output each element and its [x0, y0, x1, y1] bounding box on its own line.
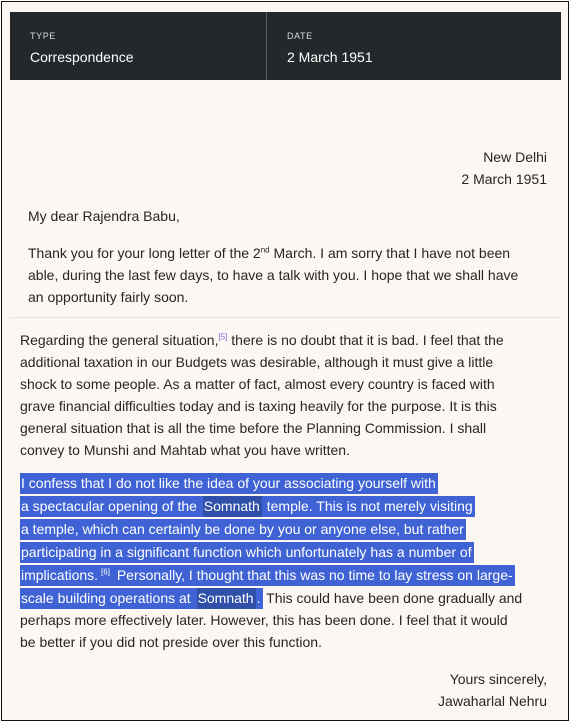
metadata-header [10, 12, 561, 80]
salutation: My dear Rajendra Babu, [28, 208, 180, 224]
p3-line-4-selection: participating in a significant function which unfortunately has a number of [20, 542, 474, 563]
p1-line-3: an opportunity fairly soon. [28, 289, 189, 305]
p2-line-6: convey to Munshi and Mahtab what you have written. [20, 442, 350, 458]
p3-line-6-selection-b: . [256, 588, 263, 609]
signature: Jawaharlal Nehru [438, 693, 547, 709]
p2-line-1 [20, 329, 504, 351]
p3-line-8: be better if you did not preside over this function. [20, 634, 322, 650]
p1-ordinal-suffix: nd [260, 245, 270, 255]
p3-line-7: perhaps more effectively later. However, this has been done. I feel that it would [20, 612, 508, 628]
p2-line-4: grave financial difficulties today and is taxing heavily for the purpose. It is this [20, 398, 497, 414]
type-value: Correspondence [30, 49, 134, 65]
footnote-link-5[interactable]: [5] [218, 332, 228, 342]
p3-line-6-selection-a: scale building operations at [20, 588, 197, 609]
p1-line-2: able, during the last few days, to have a talk with you. I hope that we shall have [28, 267, 519, 283]
letter-place: New Delhi [483, 149, 547, 165]
p2-line-1-text-b: there is no doubt that it is bad. I feel that the [227, 332, 504, 348]
type-label: TYPE [30, 31, 56, 41]
p3-line-6-rest: This could have been done gradually and [262, 590, 523, 606]
p3-line-5-selection-a: implications. [20, 565, 100, 586]
date-cell [266, 12, 562, 80]
p3-line-1-selection: I confess that I do not like the idea of your associating yourself with [20, 473, 438, 494]
section-divider [10, 317, 561, 318]
p1-line-1 [28, 242, 510, 264]
letter-page [10, 81, 561, 709]
somnath-term-2: Somnath [197, 588, 256, 609]
p3-line-5 [20, 564, 515, 586]
document-frame [1, 1, 569, 721]
p3-line-1 [20, 472, 438, 494]
date-label: DATE [287, 31, 313, 41]
date-value: 2 March 1951 [287, 49, 373, 65]
p2-line-3: shock to some people. As a matter of fact, almost every country is faced with [20, 376, 495, 392]
p3-line-2-selection-b: temple. This is not merely visiting [262, 496, 475, 517]
p3-line-3 [20, 518, 466, 540]
somnath-term-1: Somnath [203, 496, 262, 517]
p2-line-2: additional taxation in our Budgets was desirable, although it must give a little [20, 354, 494, 370]
p3-line-2 [20, 495, 475, 517]
p2-line-5: general situation that is all the time before the Planning Commission. I shall [20, 420, 487, 436]
p3-line-4 [20, 541, 474, 563]
p3-line-5-selection-b: Personally, I thought that this was no time to lay stress on large- [112, 565, 515, 586]
footnote-link-6[interactable]: [6] [101, 567, 110, 577]
p3-line-6 [20, 587, 522, 609]
p1-line-1-text-a: Thank you for your long letter of the 2 [28, 245, 261, 261]
p1-line-1-text-b: March. I am sorry that I have not been [269, 245, 511, 261]
p2-line-1-text-a: Regarding the general situation, [20, 332, 219, 348]
letter-date: 2 March 1951 [461, 171, 547, 187]
type-cell [10, 12, 265, 80]
p3-line-3-selection: a temple, which can certainly be done by you or anyone else, but rather [20, 519, 466, 540]
closing: Yours sincerely, [449, 671, 547, 687]
p3-line-2-selection-a: a spectacular opening of the [20, 496, 203, 517]
